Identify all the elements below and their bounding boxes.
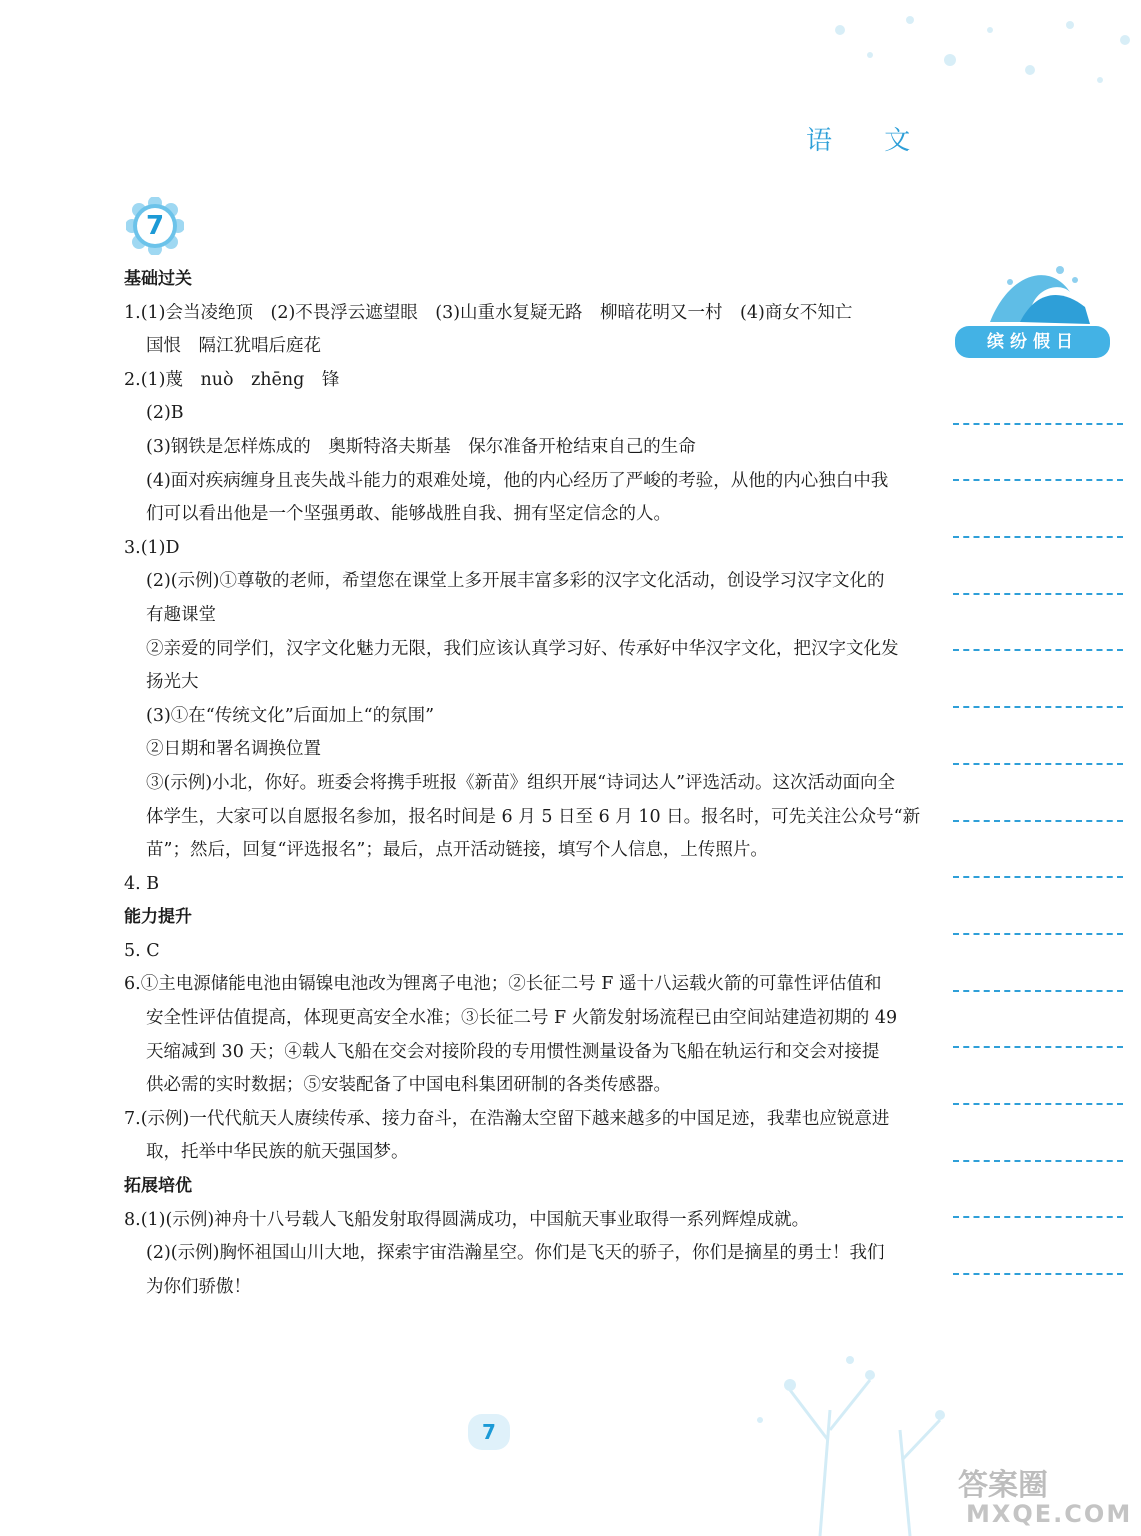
note-line — [953, 1048, 1123, 1105]
note-line — [953, 368, 1123, 425]
logo-text: 缤纷假日 — [987, 332, 1079, 352]
page-number: 7 — [482, 1420, 496, 1444]
answer-line: 体学生，大家可以自愿报名参加，报名时间是 6 月 5 日至 6 月 10 日。报名时，可先关注公众号“新 — [146, 806, 921, 827]
answer-line: (2)(示例)胸怀祖国山川大地，探索宇宙浩瀚星空。你们是飞天的骄子，你们是摘星的勇士！我们 — [146, 1243, 885, 1264]
answer-content — [124, 263, 934, 1304]
answer-line: 8.(1)(示例)神舟十八号载人飞船发射取得圆满成功，中国航天事业取得一系列辉煌成就。 — [124, 1209, 810, 1230]
answer-line: ②亲爱的同学们，汉字文化魅力无限，我们应该认真学习好、传承好中华汉字文化，把汉字文化发 — [146, 638, 899, 659]
answer-line: 7.(示例)一代代航天人赓续传承、接力奋斗，在浩瀚太空留下越来越多的中国足迹，我辈也应锐意进 — [124, 1108, 890, 1129]
note-line — [953, 822, 1123, 879]
note-line — [953, 651, 1123, 708]
snowflake-decoration — [780, 0, 1141, 110]
watermark — [958, 1460, 1138, 1530]
watermark-url: MXQE.COM — [966, 1500, 1133, 1528]
watermark-text: 答案圈 — [958, 1468, 1048, 1503]
answer-line: 3.(1)D — [124, 537, 180, 558]
note-lines — [953, 368, 1123, 1275]
holiday-logo — [950, 262, 1115, 362]
answer-line: 供必需的实时数据；⑤安装配备了中国电科集团研制的各类传感器。 — [146, 1075, 671, 1096]
answer-line: (3)钢铁是怎样炼成的 奥斯特洛夫斯基 保尔准备开枪结束自己的生命 — [146, 436, 696, 457]
answer-line: 4. B — [124, 873, 160, 894]
note-line — [953, 935, 1123, 992]
answer-line: 为你们骄傲！ — [146, 1276, 251, 1297]
note-line — [953, 481, 1123, 538]
note-line — [953, 1218, 1123, 1275]
note-line — [953, 538, 1123, 595]
note-line — [953, 992, 1123, 1049]
day-badge — [126, 197, 184, 255]
tree-decoration — [700, 1330, 1000, 1536]
answer-line: 5. C — [124, 940, 160, 961]
answer-line: ③(示例)小北，你好。班委会将携手班报《新苗》组织开展“诗词达人”评选活动。这次活动面向全 — [146, 772, 896, 793]
answer-line: 苗”；然后，回复“评选报名”；最后，点开活动链接，填写个人信息，上传照片。 — [146, 840, 768, 861]
answer-line: (2)B — [146, 403, 184, 424]
answer-line: 们可以看出他是一个坚强勇敢、能够战胜自我、拥有坚定信念的人。 — [146, 504, 671, 525]
section-title: 基础过关 — [124, 269, 192, 289]
subject-title: 语 文 — [806, 126, 933, 156]
answer-line: 国恨 隔江犹唱后庭花 — [146, 336, 321, 357]
note-line — [953, 595, 1123, 652]
answer-line: 有趣课堂 — [146, 604, 216, 625]
note-line — [953, 708, 1123, 765]
answer-line: ②日期和署名调换位置 — [146, 739, 321, 760]
note-line — [953, 1162, 1123, 1219]
badge-number: 7 — [145, 211, 165, 241]
section-title: 拓展培优 — [124, 1176, 192, 1197]
answer-line: 1.(1)会当凌绝顶 (2)不畏浮云遮望眼 (3)山重水复疑无路 柳暗花明又一村 (4)商女不知亡 — [124, 302, 853, 323]
answer-line: 扬光大 — [146, 672, 199, 693]
answer-line: (2)(示例)①尊敬的老师，希望您在课堂上多开展丰富多彩的汉字文化活动，创设学习汉字文化的 — [146, 571, 885, 592]
answer-line: (4)面对疾病缠身且丧失战斗能力的艰难处境，他的内心经历了严峻的考验，从他的内心独白中我 — [146, 470, 889, 491]
answer-line: 6.①主电源储能电池由镉镍电池改为锂离子电池；②长征二号 F 遥十八运载火箭的可靠性评估值和 — [124, 974, 882, 995]
answer-line: 安全性评估值提高，体现更高安全水准；③长征二号 F 火箭发射场流程已由空间站建造初期的 49 — [146, 1008, 898, 1029]
note-line — [953, 425, 1123, 482]
note-line — [953, 765, 1123, 822]
note-line — [953, 1105, 1123, 1162]
answer-line: 天缩减到 30 天；④载人飞船在交会对接阶段的专用惯性测量设备为飞船在轨运行和交会对接提 — [146, 1041, 880, 1062]
note-line — [953, 878, 1123, 935]
answer-line: 2.(1)蔑 nuò zhēng 锋 — [124, 369, 340, 390]
answer-line: 取，托举中华民族的航天强国梦。 — [146, 1142, 409, 1163]
answer-line: (3)①在“传统文化”后面加上“的氛围” — [146, 705, 435, 726]
section-title: 能力提升 — [124, 907, 192, 928]
